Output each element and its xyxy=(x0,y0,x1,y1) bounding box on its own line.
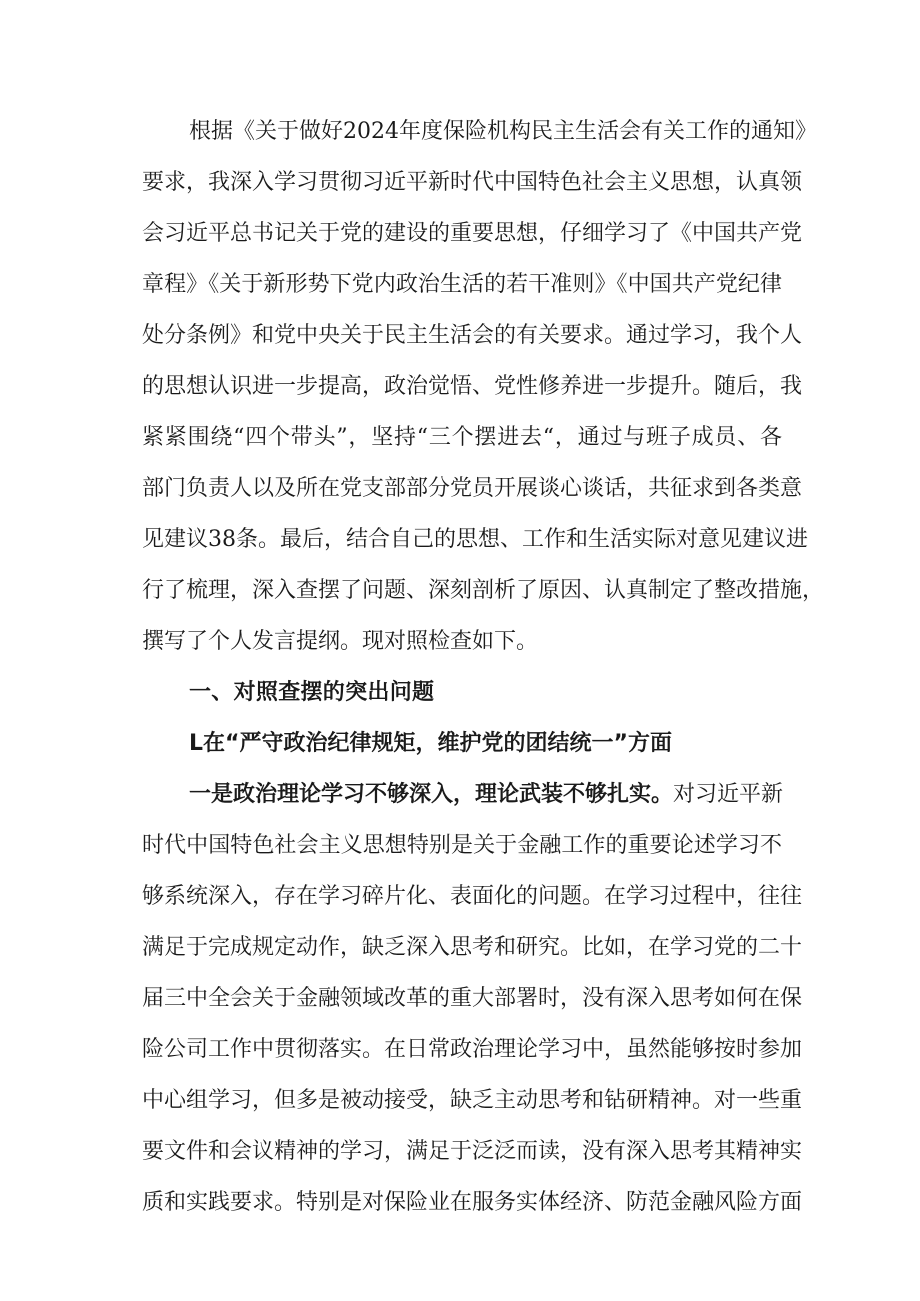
section-heading: 一、对照查摆的突出问题 xyxy=(189,680,435,705)
paragraph-line: 章程》《关于新形势下党内政治生活的若干准则》《中国共产党纪律 xyxy=(142,272,782,297)
point-line: 质和实践要求。特别是对保险业在服务实体经济、防范金融风险方面 xyxy=(142,1190,803,1215)
point-first-line xyxy=(189,780,782,810)
point-line: 届三中全会关于金融领域改革的重大部署时，没有深入思考如何在保 xyxy=(142,986,803,1011)
point-line: 要文件和会议精神的学习，满足于泛泛而读，没有深入思考其精神实 xyxy=(142,1139,803,1164)
point-lead: 一是政治理论学习不够深入，理论武装不够扎实。 xyxy=(189,782,674,807)
point-line: 中心组学习，但多是被动接受，缺乏主动思考和钻研精神。对一些重 xyxy=(142,1088,803,1113)
paragraph-line: 见建议38条。最后，结合自己的思想、工作和生活实际对意见建议进 xyxy=(142,527,808,552)
paragraph-line: 紧紧围绕“四个带头”，坚持“三个摆进去“，通过与班子成员、各 xyxy=(142,425,782,450)
point-first-line-rest: 对习近平新 xyxy=(673,782,784,807)
paragraph-line: 要求，我深入学习贯彻习近平新时代中国特色社会主义思想，认真领 xyxy=(142,170,803,195)
point-line: 时代中国特色社会主义思想特别是关于金融工作的重要论述学习不 xyxy=(142,833,782,858)
sub-heading: L在“严守政治纪律规矩，维护党的团结统一”方面 xyxy=(189,731,672,756)
point-line: 险公司工作中贯彻落实。在日常政治理论学习中，虽然能够按时参加 xyxy=(142,1037,803,1062)
paragraph-line: 行了梳理，深入查摆了问题、深刻剖析了原因、认真制定了整改措施， xyxy=(142,578,825,603)
paragraph-line: 处分条例》和党中央关于民主生活会的有关要求。通过学习，我个人 xyxy=(142,323,803,348)
paragraph-line: 根据《关于做好2024年度保险机构民主生活会有关工作的通知》 xyxy=(189,119,817,144)
paragraph-line: 会习近平总书记关于党的建设的重要思想，仔细学习了《中国共产党 xyxy=(142,221,803,246)
point-line: 够系统深入，存在学习碎片化、表面化的问题。在学习过程中，往往 xyxy=(142,884,803,909)
paragraph-line: 的思想认识进一步提高，政治觉悟、党性修养进一步提升。随后，我 xyxy=(142,374,803,399)
point-line: 满足于完成规定动作，缺乏深入思考和研究。比如，在学习党的二十 xyxy=(142,935,803,960)
paragraph-line: 部门负责人以及所在党支部部分党员开展谈心谈话，共征求到各类意 xyxy=(142,476,803,501)
paragraph-line-last: 撰写了个人发言提纲。现对照检查如下。 xyxy=(142,629,539,654)
